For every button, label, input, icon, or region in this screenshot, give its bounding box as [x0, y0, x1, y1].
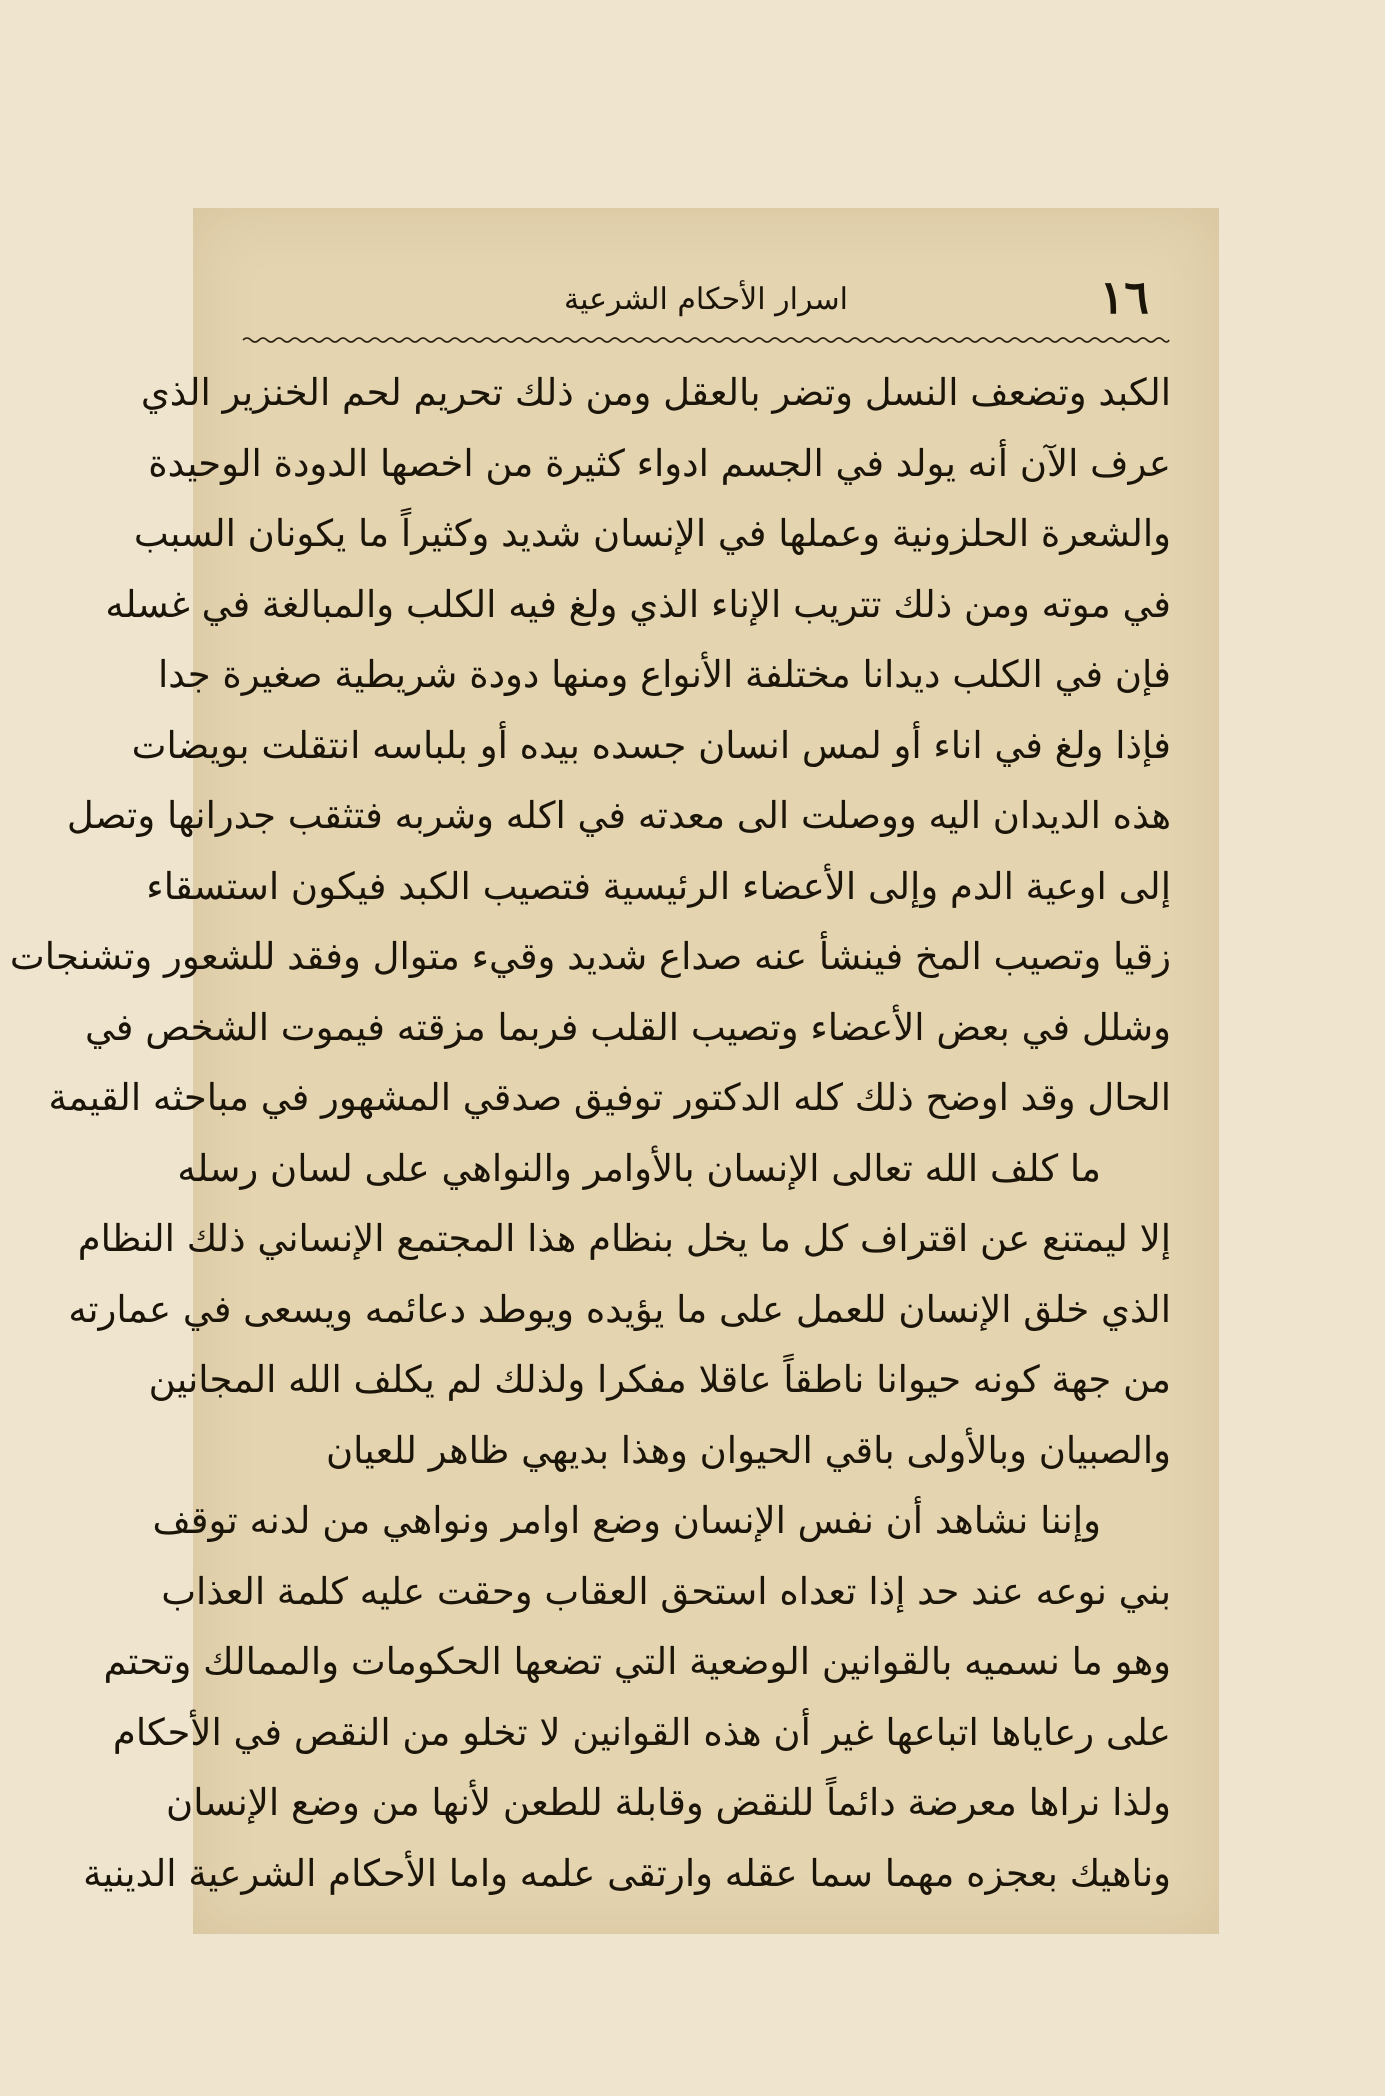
text-line: الحال وقد اوضح ذلك كله الدكتور توفيق صدقي المشهور في مباحثه القيمة: [48, 1076, 1171, 1119]
text-line: من جهة كونه حيوانا ناطقاً عاقلا مفكرا ولذلك لم يكلف الله المجانين: [148, 1358, 1171, 1401]
body-text: [9, 358, 1171, 1909]
text-line: الكبد وتضعف النسل وتضر بالعقل ومن ذلك تحريم لحم الخنزير الذي: [140, 371, 1171, 414]
text-line: والشعرة الحلزونية وعملها في الإنسان شديد وكثيراً ما يكونان السبب: [133, 512, 1171, 555]
page-header: [243, 270, 1169, 330]
text-line: وناهيك بعجزه مهما سما عقله وارتقى علمه واما الأحكام الشرعية الدينية: [83, 1851, 1171, 1895]
text-line: والصبيان وبالأولى باقي الحيوان وهذا بديهي ظاهر للعيان: [325, 1428, 1171, 1472]
text-line: ما كلف الله تعالى الإنسان بالأوامر والنواهي على لسان رسله: [177, 1146, 1101, 1190]
text-line: هذه الديدان اليه ووصلت الى معدته في اكله وشربه فتثقب جدرانها وتصل: [66, 794, 1171, 837]
text-line: وإننا نشاهد أن نفس الإنسان وضع اوامر ونواهي من لدنه توقف: [152, 1499, 1101, 1542]
text-line: في موته ومن ذلك تتريب الإناء الذي ولغ فيه الكلب والمبالغة في غسله: [105, 582, 1171, 626]
text-line: فإن في الكلب ديدانا مختلفة الأنواع ومنها دودة شريطية صغيرة جدا: [158, 653, 1171, 696]
text-line: بني نوعه عند حد إذا تعداه استحق العقاب وحقت عليه كلمة العذاب: [161, 1569, 1171, 1613]
text-line: على رعاياها اتباعها غير أن هذه القوانين لا تخلو من النقص في الأحكام: [112, 1710, 1171, 1754]
text-line: وشلل في بعض الأعضاء وتصيب القلب فربما مزقته فيموت الشخص في: [84, 1005, 1171, 1049]
text-line: زقيا وتصيب المخ فينشأ عنه صداع شديد وقيء متوال وفقد للشعور وتشنجات: [9, 935, 1171, 978]
text-line: إلا ليمتنع عن اقتراف كل ما يخل بنظام هذا المجتمع الإنساني ذلك النظام: [77, 1217, 1171, 1260]
text-line: وهو ما نسميه بالقوانين الوضعية التي تضعها الحكومات والممالك وتحتم: [103, 1640, 1171, 1683]
text-line: إلى اوعية الدم وإلى الأعضاء الرئيسية فتصيب الكبد فيكون استسقاء: [146, 864, 1171, 908]
text-line: الذي خلق الإنسان للعمل على ما يؤيده ويوطد دعائمه ويسعى في عمارته: [68, 1287, 1171, 1331]
page-number: ١٦: [1099, 270, 1149, 324]
running-title: اسرار الأحكام الشرعية: [563, 282, 849, 317]
text-line: عرف الآن أنه يولد في الجسم ادواء كثيرة من اخصها الدودة الوحيدة: [148, 441, 1171, 485]
text-line: فإذا ولغ في اناء أو لمس انسان جسده بيده أو بلباسه انتقلت بويضات: [131, 723, 1171, 767]
book-page: [9, 208, 1219, 1934]
text-line: ولذا نراها معرضة دائماً للنقض وقابلة للطعن لأنها من وضع الإنسان: [166, 1781, 1171, 1824]
header-wavy-rule: [243, 336, 1169, 344]
